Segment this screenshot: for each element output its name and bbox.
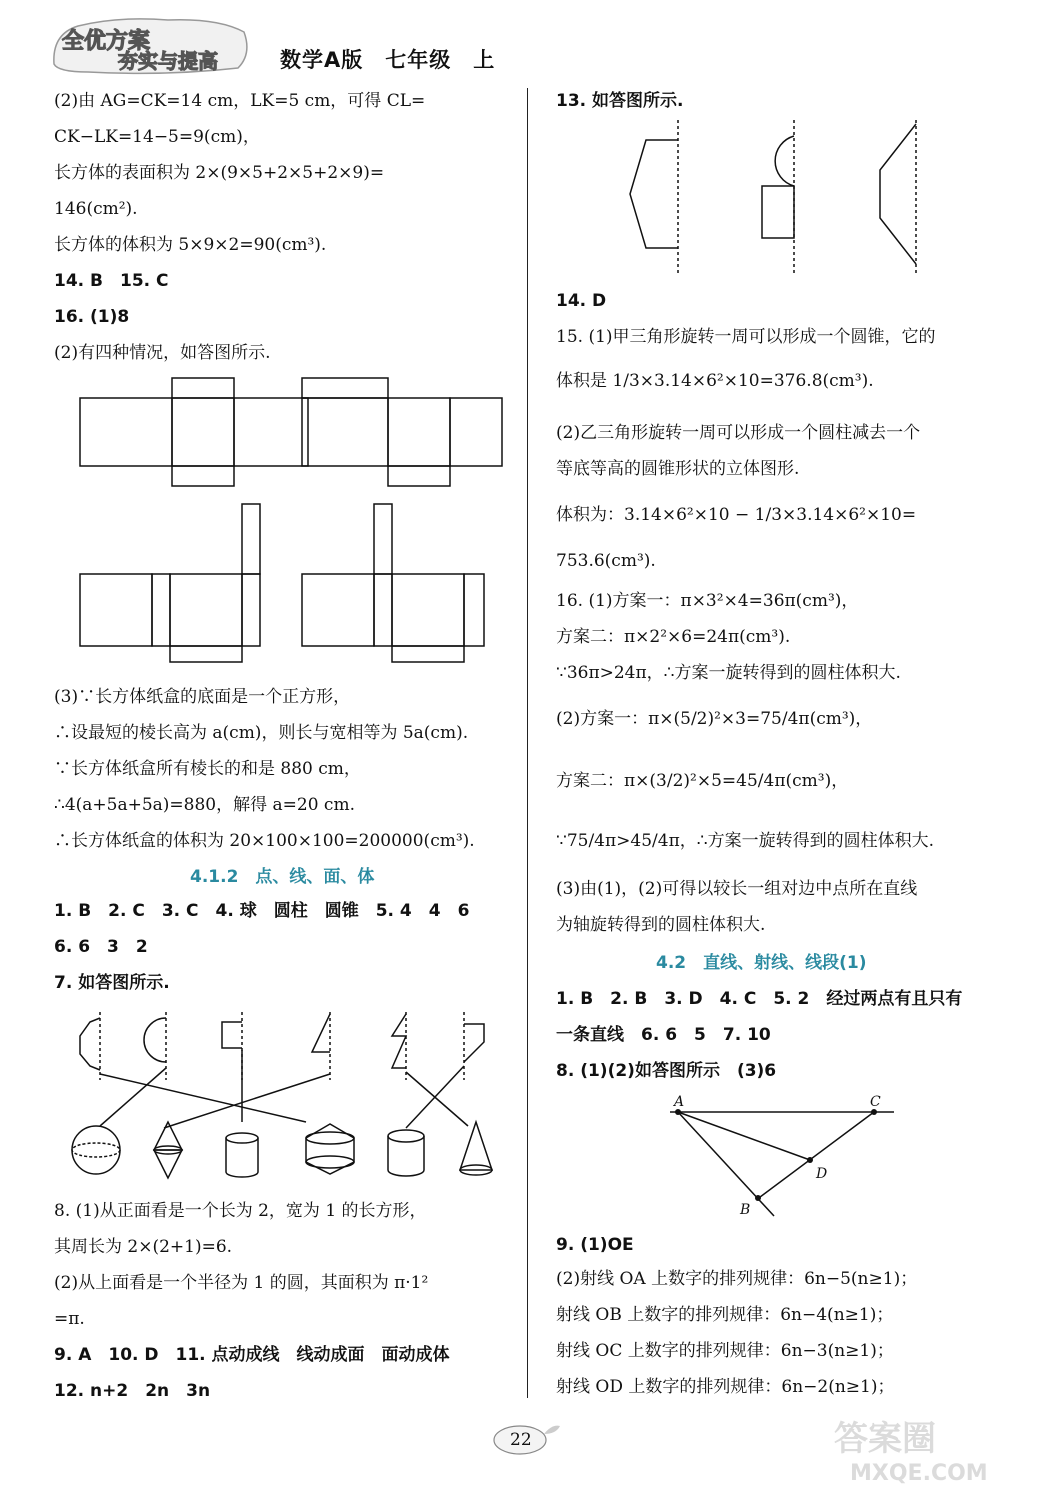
watermark-logo: [830, 1406, 1020, 1486]
text-line: 方案二：π×2²×6=24π(cm³).: [556, 627, 791, 647]
logo-line1: 全优方案: [62, 29, 151, 54]
text-line: (2)从上面看是一个半径为 1 的圆，其面积为 π·1²: [54, 1273, 429, 1293]
text-line: (2)方案一：π×(5/2)²×3=75/4π(cm³)，: [556, 709, 873, 729]
text-line: 753.6(cm³).: [556, 551, 656, 571]
text-line: 射线 OB 上数字的排列规律：6n−4(n≥1)；: [556, 1305, 894, 1325]
point-label-a: A: [674, 1094, 685, 1110]
text-line: ∴设最短的棱长高为 a(cm)，则长与宽相等为 5a(cm).: [54, 723, 469, 743]
answer-line: 16. (1)8: [54, 307, 130, 327]
text-line: (3)∵长方体纸盒的底面是一个正方形，: [54, 687, 351, 707]
text-line: ∵长方体纸盒所有棱长的和是 880 cm，: [54, 759, 361, 779]
text-line: 体积为：3.14×6²×10 − 1/3×3.14×6²×10=: [556, 505, 917, 525]
text-line: (2)乙三角形旋转一周可以形成一个圆柱减去一个: [556, 423, 921, 443]
answer-line: 12. n+2 2n 3n: [54, 1381, 211, 1401]
box-nets-figure: [76, 374, 506, 670]
text-line: 8. (1)从正面看是一个长为 2，宽为 1 的长方形，: [54, 1201, 427, 1221]
section-heading: 4.1.2 点、线、面、体: [190, 867, 375, 887]
text-line: (2)射线 OA 上数字的排列规律：6n−5(n≥1)；: [556, 1269, 918, 1289]
text-line: (2)有四种情况，如答图所示.: [54, 343, 271, 363]
series-logo: [48, 14, 254, 76]
text-line: 射线 OD 上数字的排列规律：6n−2(n≥1)；: [556, 1377, 895, 1397]
answer-line: 14. B 15. C: [54, 271, 169, 291]
logo-line2: 夯实与提高: [118, 49, 218, 73]
text-line: 15. (1)甲三角形旋转一周可以形成一个圆锥，它的: [556, 327, 936, 347]
text-line: (3)由(1)，(2)可得以较长一组对边中点所在直线: [556, 879, 918, 899]
point-label-d: D: [816, 1166, 828, 1182]
text-line: 其周长为 2×(2+1)=6.: [54, 1237, 233, 1257]
text-line: 146(cm²).: [54, 199, 138, 219]
text-line: =π.: [54, 1309, 85, 1329]
text-line: ∴长方体纸盒的体积为 20×100×100=200000(cm³).: [54, 831, 475, 851]
text-line: 长方体的表面积为 2×(9×5+2×5+2×9)=: [54, 163, 385, 183]
answer-line: 9. (1)OE: [556, 1235, 634, 1255]
svg-text:答案圈: 答案圈: [834, 1419, 936, 1459]
answer-line: 14. D: [556, 291, 607, 311]
text-line: 为轴旋转得到的圆柱体积大.: [556, 915, 766, 935]
column-divider: [527, 88, 528, 1398]
text-line: 等底等高的圆锥形状的立体图形.: [556, 459, 800, 479]
text-line: ∵75/4π>45/4π，∴方案一旋转得到的圆柱体积大.: [556, 831, 934, 851]
answer-line: 13. 如答图所示.: [556, 91, 684, 111]
answer-line: 7. 如答图所示.: [54, 973, 170, 993]
page-number-badge: [490, 1420, 570, 1460]
text-line: 体积是 1/3×3.14×6²×10=376.8(cm³).: [556, 371, 874, 391]
section-heading: 4.2 直线、射线、线段(1): [656, 953, 867, 973]
answer-line: 1. B 2. B 3. D 4. C 5. 2 经过两点有且只有: [556, 989, 963, 1009]
text-line: 射线 OC 上数字的排列规律：6n−3(n≥1)；: [556, 1341, 894, 1361]
text-line: 16. (1)方案一：π×3²×4=36π(cm³)，: [556, 591, 859, 611]
text-line: CK−LK=14−5=9(cm)，: [54, 127, 260, 147]
page-number: 22: [510, 1430, 532, 1450]
page-title: 数学A版 七年级 上: [280, 48, 496, 72]
line-segment-figure: [660, 1090, 910, 1220]
answer-line: 1. B 2. C 3. C 4. 球 圆柱 圆锥 5. 4 4 6: [54, 901, 470, 921]
point-label-c: C: [870, 1094, 881, 1110]
text-line: (2)由 AG=CK=14 cm，LK=5 cm，可得 CL=: [54, 91, 426, 111]
answer-line: 8. (1)(2)如答图所示 (3)6: [556, 1061, 777, 1081]
text-line: ∴4(a+5a+5a)=880，解得 a=20 cm.: [54, 795, 355, 815]
answer-line: 9. A 10. D 11. 点动成线 线动成面 面动成体: [54, 1345, 450, 1365]
svg-text:MXQE.COM: MXQE.COM: [850, 1461, 988, 1486]
point-label-b: B: [740, 1202, 751, 1218]
text-line: 方案二：π×(3/2)²×5=45/4π(cm³)，: [556, 771, 849, 791]
answer-line: 一条直线 6. 6 5 7. 10: [556, 1025, 771, 1045]
answer-line: 6. 6 3 2: [54, 937, 148, 957]
text-line: 长方体的体积为 5×9×2=90(cm³).: [54, 235, 327, 255]
solids-matching-figure: [66, 1010, 516, 1190]
text-line: ∵36π>24π，∴方案一旋转得到的圆柱体积大.: [556, 663, 901, 683]
rotation-figure: [620, 118, 940, 278]
